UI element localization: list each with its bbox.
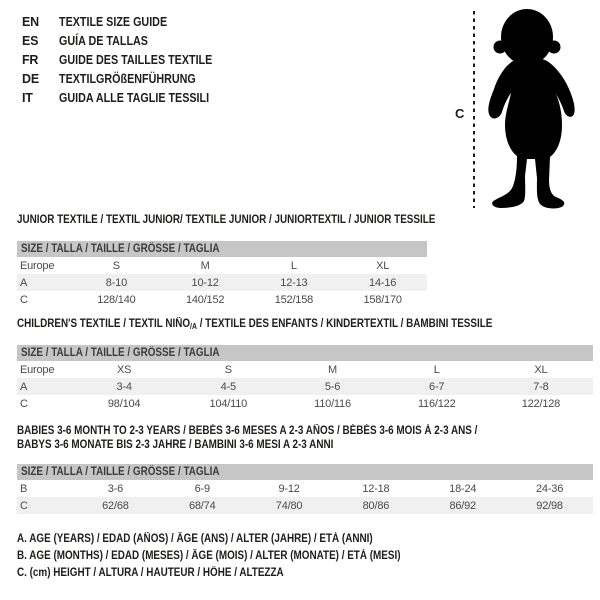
- section-children-textile: [17, 317, 593, 412]
- size-value: 5-6: [324, 380, 341, 393]
- size-header-label: SIZE / TALLA / TAILLE / GRÖSSE / TAGLIA: [21, 347, 220, 359]
- table-rows: [17, 361, 593, 412]
- lang-code: FR: [22, 52, 39, 67]
- language-title-block: [22, 12, 237, 107]
- size-value: L: [433, 363, 440, 376]
- size-value: 140/152: [185, 293, 225, 306]
- size-header-bar: [17, 464, 593, 480]
- table-row: [17, 291, 427, 308]
- size-value: 6-7: [429, 380, 445, 393]
- lang-row-it: [22, 88, 237, 107]
- row-label: C: [20, 397, 28, 410]
- lang-code: EN: [22, 14, 39, 29]
- size-value: L: [290, 259, 297, 272]
- size-header-label: SIZE / TALLA / TAILLE / GRÖSSE / TAGLIA: [21, 243, 220, 255]
- guide-title: GUÍA DE TALLAS: [59, 33, 148, 48]
- size-value: 8-10: [105, 276, 127, 289]
- size-value: 68/74: [188, 499, 216, 512]
- section-junior-textile: [17, 213, 436, 308]
- table-title-babies: [17, 424, 593, 452]
- lang-row-fr: [22, 50, 237, 69]
- size-value: XL: [534, 363, 548, 376]
- size-value: 98/104: [107, 397, 141, 410]
- table-row: [17, 274, 427, 291]
- height-measure-label: C: [455, 106, 465, 121]
- table-rows: [17, 480, 593, 514]
- table-row: [17, 361, 593, 378]
- height-measure-line: [473, 11, 475, 208]
- lang-code: IT: [22, 90, 33, 105]
- size-value: 110/116: [314, 397, 351, 410]
- footnote-legend: [17, 531, 463, 582]
- size-value: 3-4: [116, 380, 132, 393]
- size-value: 7-8: [533, 380, 549, 393]
- guide-title: TEXTILE SIZE GUIDE: [59, 14, 168, 29]
- size-value: M: [200, 259, 210, 272]
- guide-title: GUIDE DES TAILLES TEXTILE: [59, 52, 213, 67]
- table-title-line: JUNIOR TEXTILE / TEXTIL JUNIOR/ TEXTILE JUNIOR / JUNIORTEXTIL / JUNIOR TESSILE: [17, 214, 436, 226]
- table-title-line: BABYS 3-6 MONATE BIS 2-3 JAHRE / BAMBINI 3-6 MESI A 2-3 ANNI: [17, 439, 334, 451]
- row-label: C: [20, 499, 28, 512]
- table-title-line: BABIES 3-6 MONTH TO 2-3 YEARS / BEBÉS 3-6 MESES A 2-3 AÑOS / BÉBÉS 3-6 MOIS À 2-3 ANS /: [17, 425, 478, 437]
- size-value: 12-18: [362, 482, 390, 495]
- size-value: 6-9: [194, 482, 210, 495]
- size-value: 104/110: [209, 397, 248, 410]
- table-title-children: [17, 317, 593, 331]
- size-value: 12-13: [280, 276, 308, 289]
- table-title-junior: [17, 213, 436, 227]
- size-value: 80/86: [362, 499, 390, 512]
- lang-row-es: [22, 31, 237, 50]
- lang-row-en: [22, 12, 237, 31]
- table-rows: [17, 257, 427, 308]
- size-value: 18-24: [449, 482, 477, 495]
- size-value: 122/128: [521, 397, 561, 410]
- baby-silhouette-icon: [483, 8, 587, 212]
- size-table-junior: [17, 241, 427, 308]
- row-label: A: [20, 380, 28, 393]
- table-row: [17, 480, 593, 497]
- table-title-line: CHILDREN'S TEXTILE / TEXTIL $NIÑO_{/A}$ / TEXTILE DES ENFANTS / KINDERTEXTIL / BAMBINI TESSILE: [17, 318, 493, 331]
- row-label: B: [20, 482, 28, 495]
- size-value: 86/92: [449, 499, 476, 512]
- size-value: 3-6: [107, 482, 124, 495]
- size-value: XS: [116, 363, 132, 376]
- table-row: [17, 395, 593, 412]
- size-value: 4-5: [220, 380, 236, 393]
- size-value: 14-16: [369, 276, 397, 289]
- size-table-children: [17, 345, 593, 412]
- row-label: C: [20, 293, 28, 306]
- lang-code: DE: [22, 71, 39, 86]
- size-value: 24-36: [535, 482, 564, 495]
- footnote-b: B. AGE (MONTHS) / EDAD (MESES) / ÂGE (MOIS) / ALTER (MONATE) / ETÀ (MESI): [17, 550, 401, 562]
- size-value: S: [224, 363, 232, 376]
- size-value: 92/98: [536, 499, 563, 512]
- lang-code: ES: [22, 33, 39, 48]
- row-label: Europe: [20, 259, 55, 272]
- size-value: 128/140: [97, 293, 136, 306]
- table-row: [17, 378, 593, 395]
- size-value: 9-12: [278, 482, 300, 495]
- size-value: 116/122: [417, 397, 456, 410]
- footnote-a: A. AGE (YEARS) / EDAD (AÑOS) / ÂGE (ANS) / ALTER (JAHRE) / ETÀ (ANNI): [17, 533, 373, 545]
- row-label: Europe: [20, 363, 55, 376]
- size-value: 10-12: [191, 276, 219, 289]
- table-row: [17, 257, 427, 274]
- size-value: 152/158: [274, 293, 314, 306]
- size-value: 158/170: [363, 293, 402, 306]
- lang-row-de: [22, 69, 237, 88]
- size-header-bar: [17, 345, 593, 361]
- guide-title: TEXTILGRÖßENFÜHRUNG: [59, 71, 196, 86]
- guide-title: GUIDA ALLE TAGLIE TESSILI: [59, 90, 210, 105]
- size-header-bar: [17, 241, 427, 257]
- size-header-label: SIZE / TALLA / TAILLE / GRÖSSE / TAGLIA: [21, 466, 220, 478]
- footnote-c: C. (cm) HEIGHT / ALTURA / HAUTEUR / HÖHE / ALTEZZA: [17, 567, 284, 579]
- table-row: [17, 497, 593, 514]
- size-value: S: [112, 259, 120, 272]
- section-babies-textile: [17, 424, 593, 514]
- size-value: XL: [376, 259, 390, 272]
- size-value: 62/68: [102, 499, 129, 512]
- size-value: M: [328, 363, 337, 376]
- size-value: 74/80: [275, 499, 303, 512]
- size-table-babies: [17, 464, 593, 514]
- row-label: A: [20, 276, 28, 289]
